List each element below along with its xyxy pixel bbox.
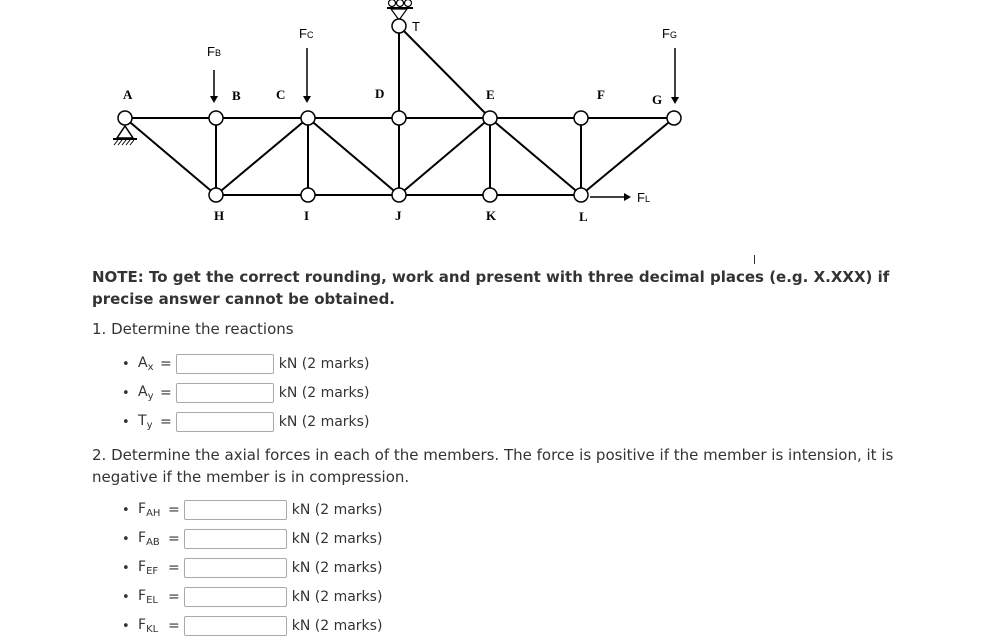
joint-e [483,111,497,125]
node-label-i: I [304,208,310,223]
member-el [490,118,581,195]
variable-label: $A_x$ [138,354,154,373]
member-forces-answer-list [122,495,383,640]
joint-a [118,111,132,125]
answer-row-fah: • $F_{AH}$ = kN (2 marks) [122,500,383,519]
text-cursor-icon [754,255,755,264]
fel-input[interactable] [184,587,287,607]
node-label-f: F [597,87,605,102]
joint-c [301,111,315,125]
member-ah [125,118,216,195]
joint-b [209,111,223,125]
node-label-e: E [486,87,495,102]
joint-t [392,19,406,33]
unit-label: kN (2 marks) [278,355,370,372]
force-label-fl: FL [637,190,650,205]
node-label-c: C [276,87,286,102]
bullet-icon: • [122,561,130,576]
node-label-d: D [375,86,385,101]
joint-j [392,188,406,202]
bullet-icon: • [122,503,130,518]
member-lg [581,118,674,195]
joint-k [483,188,497,202]
unit-label: kN (2 marks) [278,384,370,401]
member-cj [308,118,399,195]
force-label-fc: FC [299,26,314,41]
answer-row-ty: • $T_y$ = kN (2 marks) [122,412,370,431]
unit-label: kN (2 marks) [291,501,383,518]
question-2-prompt: 2. Determine the axial forces in each of the members. The force is positive if the member is intension, it is negative if the member is in compression. [92,446,894,486]
joint-l [574,188,588,202]
bullet-icon: • [122,357,130,372]
unit-label: kN (2 marks) [291,530,383,547]
fah-input[interactable] [184,500,287,520]
variable-label: $F_{AH}$ [138,500,161,519]
unit-label: kN (2 marks) [291,617,383,634]
unit-label: kN (2 marks) [278,413,370,430]
joint-h [209,188,223,202]
answer-row-ay: • $A_y$ = kN (2 marks) [122,383,370,402]
node-label-h: H [214,208,225,223]
bullet-icon: • [122,590,130,605]
ax-input[interactable] [176,354,274,374]
force-label-fg: FG [662,26,677,41]
bullet-icon: • [122,532,130,547]
answer-row-fef: • $F_{EF}$ = kN (2 marks) [122,558,383,577]
fef-input[interactable] [184,558,287,578]
unit-label: kN (2 marks) [291,559,383,576]
variable-label: $A_y$ [138,383,154,402]
truss-diagram [0,0,983,250]
node-label-l: L [579,209,588,224]
bullet-icon: • [122,386,130,401]
force-label-t: T [412,19,420,34]
node-label-b: B [232,88,241,103]
member-je [399,118,490,195]
force-label-fb: FB [207,44,221,59]
reactions-answer-list [122,349,370,436]
ay-input[interactable] [176,383,274,403]
fab-input[interactable] [184,529,287,549]
answer-row-fel: • $F_{EL}$ = kN (2 marks) [122,587,383,606]
ty-input[interactable] [176,412,274,432]
node-label-k: K [486,208,497,223]
question-1-prompt: 1. Determine the reactions [92,320,294,338]
joint-g [667,111,681,125]
answer-row-fab: • $F_{AB}$ = kN (2 marks) [122,529,383,548]
answer-row-fkl: • $F_{KL}$ = kN (2 marks) [122,616,383,635]
joint-i [301,188,315,202]
answer-row-ax: • $A_x$ = kN (2 marks) [122,354,370,373]
member-te [399,26,490,118]
unit-label: kN (2 marks) [291,588,383,605]
variable-label: $F_{KL}$ [138,616,159,635]
variable-label: $F_{EF}$ [138,558,159,577]
joint-f [574,111,588,125]
joint-d [392,111,406,125]
variable-label: $T_y$ [138,412,153,431]
variable-label: $F_{EL}$ [138,587,158,606]
bullet-icon: • [122,415,130,430]
bullet-icon: • [122,619,130,634]
pin-support-a [113,126,137,145]
member-hc [216,118,308,195]
node-label-j: J [395,208,402,223]
node-label-a: A [123,87,133,102]
rounding-note: NOTE: To get the correct rounding, work and present with three decimal places (e.g. X.XXX) if precise answer cannot be obtained. [92,268,890,308]
variable-label: $F_{AB}$ [138,529,160,548]
node-label-g: G [652,92,663,107]
roller-support-t [387,0,413,20]
